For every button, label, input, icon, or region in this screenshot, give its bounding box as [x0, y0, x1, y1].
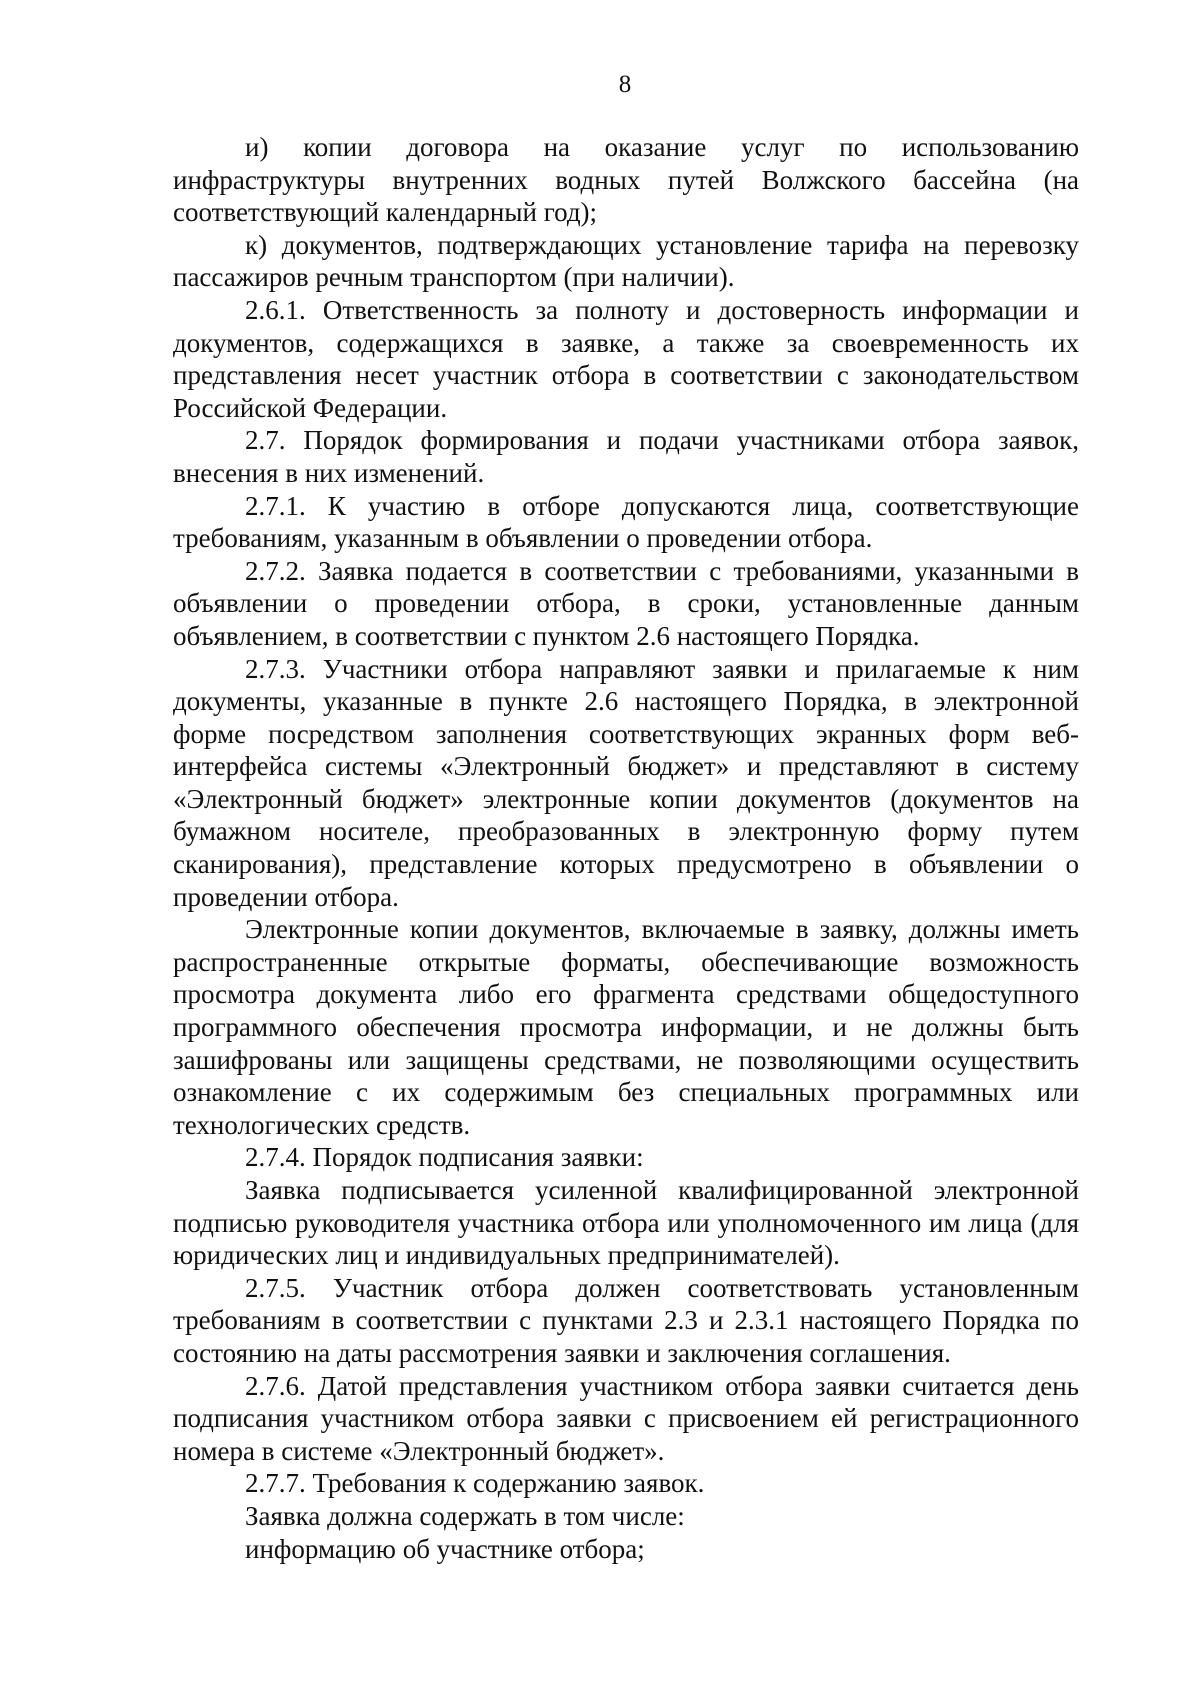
paragraph-2-7-6: 2.7.6. Датой представления участником отбора заявки считается день подписания участником отбора заявки с присвоением ей регистрационного номера в системе «Электронный бюджет».: [173, 1370, 1079, 1466]
paragraph-application-contents: Заявка должна содержать в том числе:: [245, 1500, 685, 1531]
paragraph-2-7-7: 2.7.7. Требования к содержанию заявок.: [245, 1468, 705, 1499]
paragraph-signature: Заявка подписывается усиленной квалифицированной электронной подписью руководителя участника отбора или уполномоченного им лица (для юридических лиц и индивидуальных предпринимателей).: [173, 1175, 1079, 1271]
paragraph-electronic-copies: Электронные копии документов, включаемые в заявку, должны иметь распространенные открытые форматы, обеспечивающие возможность просмотра документа либо его фрагмента средствами общедоступного программного обеспечения просмотра информации, и не должны быть зашифрованы или защищены средствами, не позволяющими осуществить ознакомление с их содержимым без специальных программных или технологических средств.: [173, 914, 1079, 1140]
paragraph-2-7-5: 2.7.5. Участник отбора должен соответствовать установленным требованиям в соответствии с пунктами 2.3 и 2.3.1 настоящего Порядка по состоянию на даты рассмотрения заявки и заключения соглашения.: [173, 1272, 1079, 1368]
paragraph-2-7-3: 2.7.3. Участники отбора направляют заявки и прилагаемые к ним документы, указанные в пункте 2.6 настоящего Порядка, в электронной форме посредством заполнения соответствующих экранных форм веб-интерфейса системы «Электронный бюджет» и представляют в систему «Электронный бюджет» электронные копии документов (документов на бумажном носителе, преобразованных в электронную форму путем сканирования), представление которых предусмотрено в объявлении о проведении отбора.: [173, 653, 1079, 912]
paragraph-2-7-2: 2.7.2. Заявка подается в соответствии с требованиями, указанными в объявлении о проведении отбора, в сроки, установленные данным объявлением, в соответствии с пунктом 2.6 настоящего Порядка.: [173, 555, 1079, 651]
paragraph-2-7-1: 2.7.1. К участию в отборе допускаются лица, соответствующие требованиям, указанным в объявлении о проведении отбора.: [173, 490, 1079, 554]
paragraph-participant-info: информацию об участнике отбора;: [245, 1533, 645, 1564]
paragraph-item-k: к) документов, подтверждающих установление тарифа на перевозку пассажиров речным транспортом (при наличии).: [173, 229, 1079, 293]
paragraph-2-6-1: 2.6.1. Ответственность за полноту и достоверность информации и документов, содержащихся в заявке, а также за своевременность их представления несет участник отбора в соответствии с законодательством Российской Федерации.: [173, 294, 1079, 423]
document-body: [173, 131, 1079, 1565]
page-number: 8: [618, 71, 632, 98]
paragraph-2-7: 2.7. Порядок формирования и подачи участниками отбора заявок, внесения в них изменений.: [173, 425, 1079, 488]
paragraph-2-7-4: 2.7.4. Порядок подписания заявки:: [245, 1142, 644, 1173]
paragraph-item-i: и) копии договора на оказание услуг по использованию инфраструктуры внутренних водных путей Волжского бассейна (на соответствующий календарный год);: [173, 132, 1079, 228]
